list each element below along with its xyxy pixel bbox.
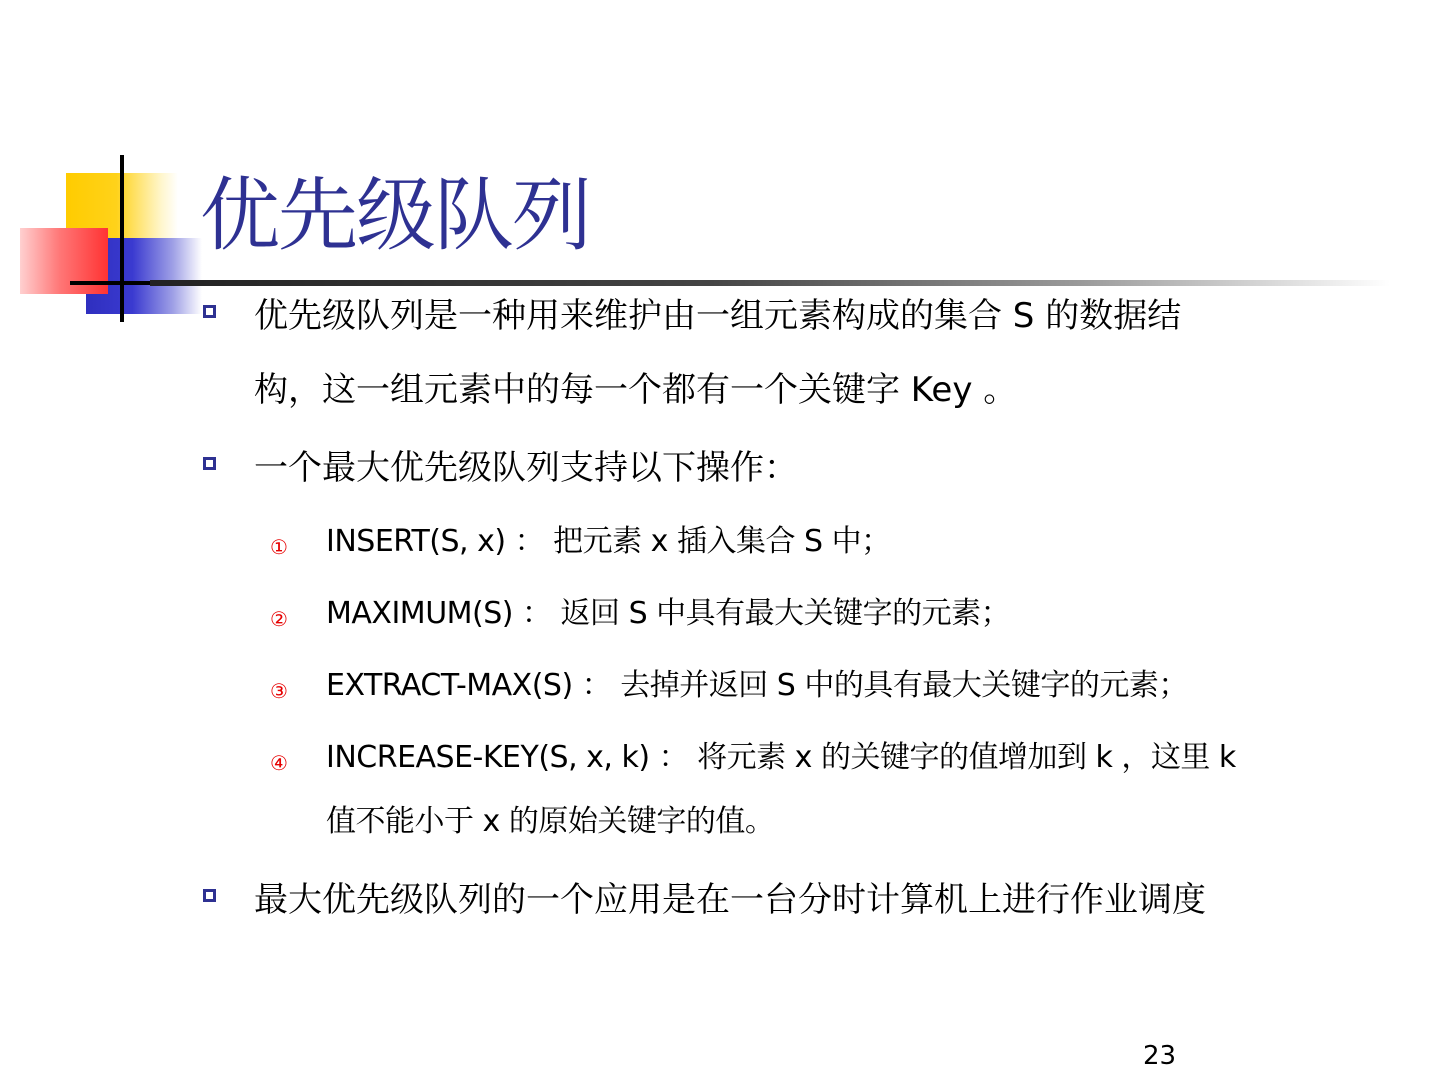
bullet-3-line-1: 最大优先级队列的一个应用是在一台分时计算机上进行作业调度 bbox=[254, 880, 1206, 920]
page-number: 23 bbox=[1143, 1041, 1177, 1071]
operation-1-marker: ① bbox=[270, 535, 288, 559]
slide-title: 优先级队列 bbox=[200, 169, 590, 262]
operation-1-line-1: INSERT(S, x) ： 把元素 x 插入集合 S 中； bbox=[326, 524, 891, 559]
title-underline bbox=[150, 280, 1390, 286]
operation-3-line-1: EXTRACT-MAX(S) ： 去掉并返回 S 中的具有最大关键字的元素； bbox=[326, 668, 1188, 703]
logo-vertical-line bbox=[120, 155, 124, 322]
operation-2-marker: ② bbox=[270, 607, 288, 631]
bullet-1-line-2: 构，这一组元素中的每一个都有一个关键字 Key 。 bbox=[254, 370, 1018, 410]
logo-horizontal-line bbox=[70, 281, 160, 285]
bullet-square-icon bbox=[203, 457, 216, 470]
operation-4-line-1: INCREASE-KEY(S, x, k) ： 将元素 x 的关键字的值增加到 k ，这里 k bbox=[326, 740, 1236, 775]
operation-4-marker: ④ bbox=[270, 751, 288, 775]
bullet-square-icon bbox=[203, 305, 216, 318]
bullet-square-icon bbox=[203, 889, 216, 902]
operation-3-marker: ③ bbox=[270, 679, 288, 703]
operation-4-line-2: 值不能小于 x 的原始关键字的值。 bbox=[326, 804, 775, 839]
bullet-2-line-1: 一个最大优先级队列支持以下操作： bbox=[254, 448, 798, 488]
operation-2-line-1: MAXIMUM(S) ： 返回 S 中具有最大关键字的元素； bbox=[326, 596, 1011, 631]
bullet-1-line-1: 优先级队列是一种用来维护由一组元素构成的集合 S 的数据结 bbox=[254, 296, 1182, 336]
